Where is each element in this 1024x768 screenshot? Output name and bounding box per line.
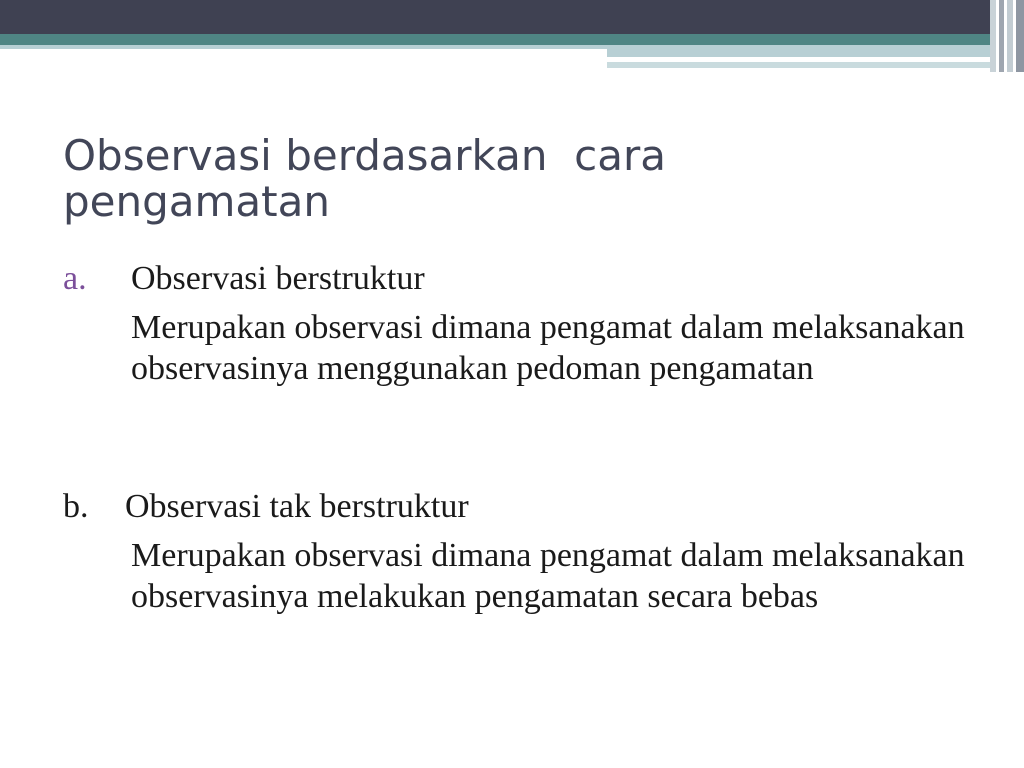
slide-title: Observasi berdasarkan cara pengamatan — [63, 131, 666, 226]
header-dark-band — [0, 0, 1024, 34]
header-light-band-lower — [607, 62, 1000, 68]
header-light-band-short — [607, 49, 1000, 57]
header-teal-band — [0, 34, 1024, 45]
list-item-description: Merupakan observasi dimana pengamat dalam melaksanakan observasinya menggunakan pedoman pengamatan — [131, 309, 965, 387]
list-marker: b. — [63, 488, 89, 525]
header-right-stripes — [990, 0, 1024, 72]
header-white-line — [610, 57, 950, 59]
list-item-heading: Observasi tak berstruktur — [125, 488, 469, 525]
list-item-description: Merupakan observasi dimana pengamat dalam melaksanakan observasinya melakukan pengamatan secara bebas — [131, 537, 965, 615]
list-marker: a. — [63, 260, 87, 297]
list-item-heading: Observasi berstruktur — [131, 260, 425, 297]
